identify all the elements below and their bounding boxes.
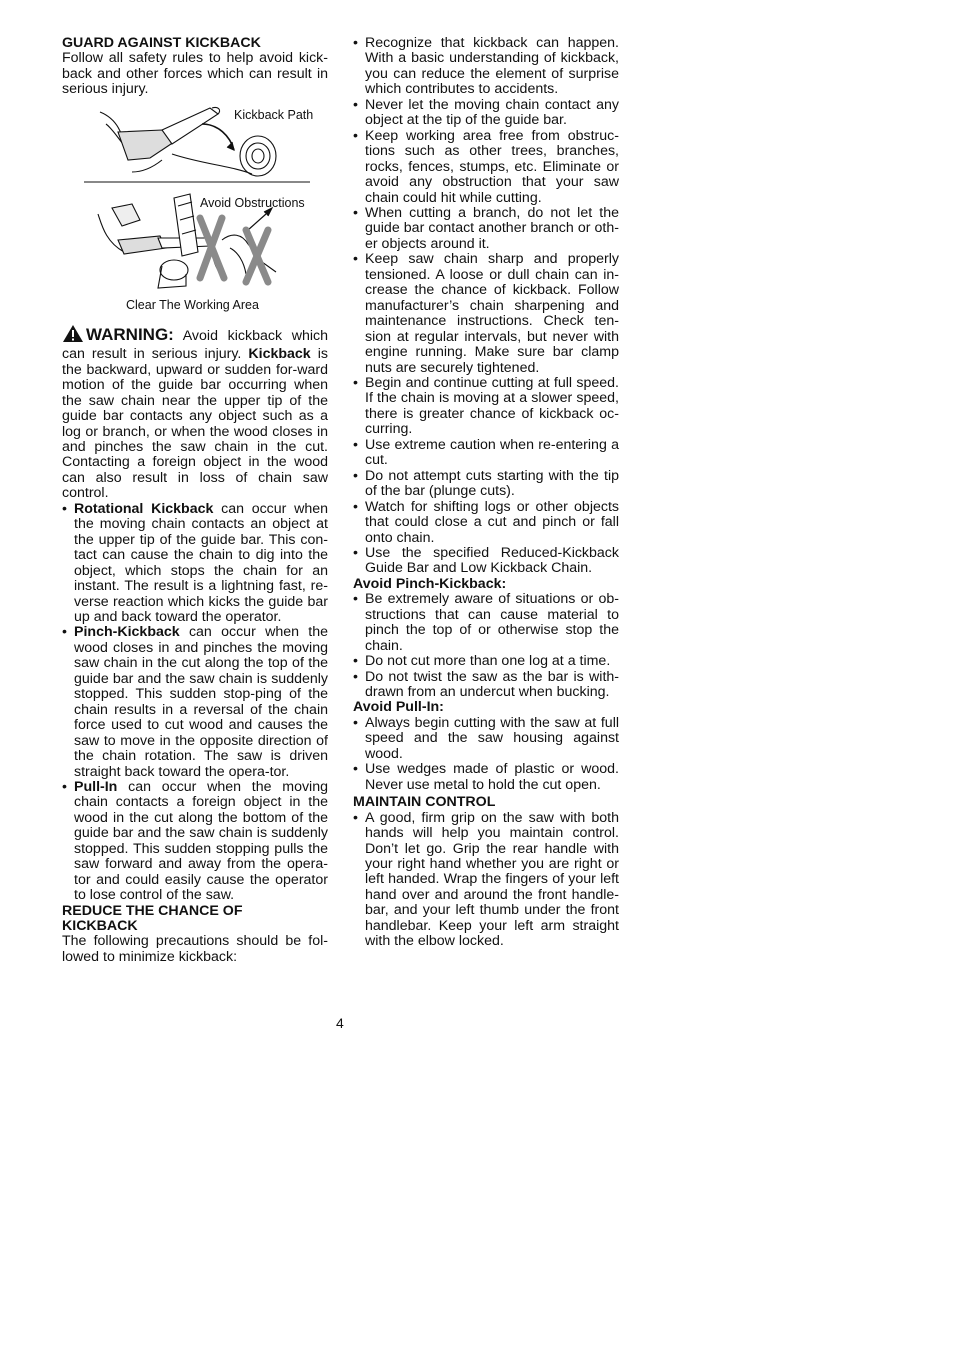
kickback-illustration <box>62 102 328 316</box>
page-number: 4 <box>336 1015 344 1031</box>
precautions-paragraph: The following precautions should be fol-lowed to minimize kickback: <box>62 933 328 965</box>
heading-line: REDUCE THE CHANCE OF <box>62 902 243 919</box>
caption-kickback-path: Kickback Path <box>234 107 314 122</box>
section-heading-guard: GUARD AGAINST KICKBACK <box>62 35 261 51</box>
control-list <box>353 811 619 950</box>
list-item: • Watch for shifting logs or other objects that could close a cut and pinch or fall onto chain. <box>353 500 619 546</box>
heading-line: KICKBACK <box>62 918 138 935</box>
intro-paragraph: Follow all safety rules to help avoid kick-back and other forces which can result in serious injury. <box>62 50 328 98</box>
warning-triangle-icon <box>62 324 84 347</box>
list-item: • Do not cut more than one log at a time. <box>353 654 619 669</box>
list-item: • Keep working area free from obstruc-tions such as other trees, branches, rocks, fences, stumps, etc. Eliminate or avoid any obstruction that your saw chain could hit while cutting. <box>353 129 619 206</box>
bullet-term: Pinch-Kickback <box>74 624 180 641</box>
list-item: • Use the specified Reduced-Kickback Guide Bar and Low Kickback Chain. <box>353 546 619 577</box>
bullet-text: can occur when the moving chain contacts an object at the upper tip of the guide bar. This con-tact can cause the chain to dig into the object, which stops the chain for an instant. The result is a lightning fast, re-verse reaction which kicks the guide bar up and back toward the operator. <box>74 500 329 625</box>
list-item: • Never let the moving chain contact any object at the tip of the guide bar. <box>353 98 619 129</box>
section-heading-maintain-control: MAINTAIN CONTROL <box>353 794 496 811</box>
list-item: • Do not attempt cuts starting with the tip of the bar (plunge cuts). <box>353 469 619 500</box>
list-item <box>62 502 328 626</box>
pinch-list <box>353 592 619 700</box>
warning-lead: Avoid kickback which can result in serious injury. <box>62 327 328 363</box>
list-item: • Keep saw chain sharp and properly tensioned. A loose or dull chain can in-crease the chance of kickback. Follow manufacturer’s chain sharpening and maintenance instructions. Check ten-sion at regular intervals, but never with engine running. Make sure bar clamp nuts are securely tightened. <box>353 252 619 376</box>
right-column <box>353 36 619 950</box>
caption-clear-working-area: Clear The Working Area <box>126 297 259 312</box>
list-item <box>62 625 328 780</box>
list-item <box>62 780 328 904</box>
kickback-types-list <box>62 502 328 904</box>
pullin-list <box>353 716 619 793</box>
warning-paragraph <box>62 324 328 502</box>
list-item: • Begin and continue cutting at full speed. If the chain is moving at a slower speed, there is greater chance of kickback oc-curring. <box>353 376 619 438</box>
bullet-term: Rotational Kickback <box>74 500 214 517</box>
caption-avoid-obstructions: Avoid Obstructions <box>200 195 305 210</box>
list-item: • Use wedges made of plastic or wood. Never use metal to hold the cut open. <box>353 762 619 793</box>
precautions-list <box>353 36 619 577</box>
list-item: • A good, firm grip on the saw with both hands will help you maintain control. Don’t let go. Grip the rear handle with your right hand whether you are right or left handed. Wrap the fingers of your left hand over and around the front handle-bar, and your left thumb under the front handlebar. Keep your left arm straight with the elbow locked. <box>353 811 619 950</box>
list-item: • Do not twist the saw as the bar is with-drawn from an undercut when bucking. <box>353 670 619 701</box>
left-column <box>62 36 328 965</box>
bullet-text: can occur when the moving chain contacts a foreign object in the wood in the cut along the bottom of the guide bar and the saw chain is suddenly stopped. This sudden stopping pulls the saw forward and away from the opera-tor and could easily cause the operator to lose control of the saw. <box>74 778 328 904</box>
section-heading-reduce <box>62 904 328 935</box>
list-item: • Use extreme caution when re-entering a cut. <box>353 438 619 469</box>
subheading-pull-in: Avoid Pull-In: <box>353 699 444 716</box>
bullet-text: can occur when the wood closes in and pinches the moving saw chain in the cut along the top of the guide bar and the saw chain is suddenly stopped. This sudden stop-ping of the chain results in a reversal of the chain force used to cut wood and causes the saw to move in the opposite direction of the chain rotation. The saw is driven straight back toward the opera-tor. <box>74 624 328 780</box>
warning-term-kickback: Kickback <box>248 346 311 363</box>
bullet-term: Pull-In <box>74 778 118 795</box>
subheading-pinch-kickback: Avoid Pinch-Kickback: <box>353 575 507 592</box>
warning-label: WARNING: <box>86 324 174 344</box>
warning-body: is the backward, upward or sudden for-ward motion of the guide bar occurring when the saw chain near the upper tip of the guide bar contacts any object such as a log or branch, or when the wood closes in and pinches the saw chain in the cut. Contacting a foreign object in the wood can also result in loss of chain saw control. <box>62 346 328 502</box>
list-item: • When cutting a branch, do not let the guide bar contact another branch or oth-er objects around it. <box>353 206 619 252</box>
list-item: • Be extremely aware of situations or ob-structions that can cause material to pinch the top of or otherwise stop the chain. <box>353 592 619 654</box>
list-item: • Always begin cutting with the saw at full speed and the saw housing against wood. <box>353 716 619 762</box>
list-item: • Recognize that kickback can happen. With a basic understanding of kickback, you can reduce the element of surprise which contributes to accidents. <box>353 36 619 98</box>
